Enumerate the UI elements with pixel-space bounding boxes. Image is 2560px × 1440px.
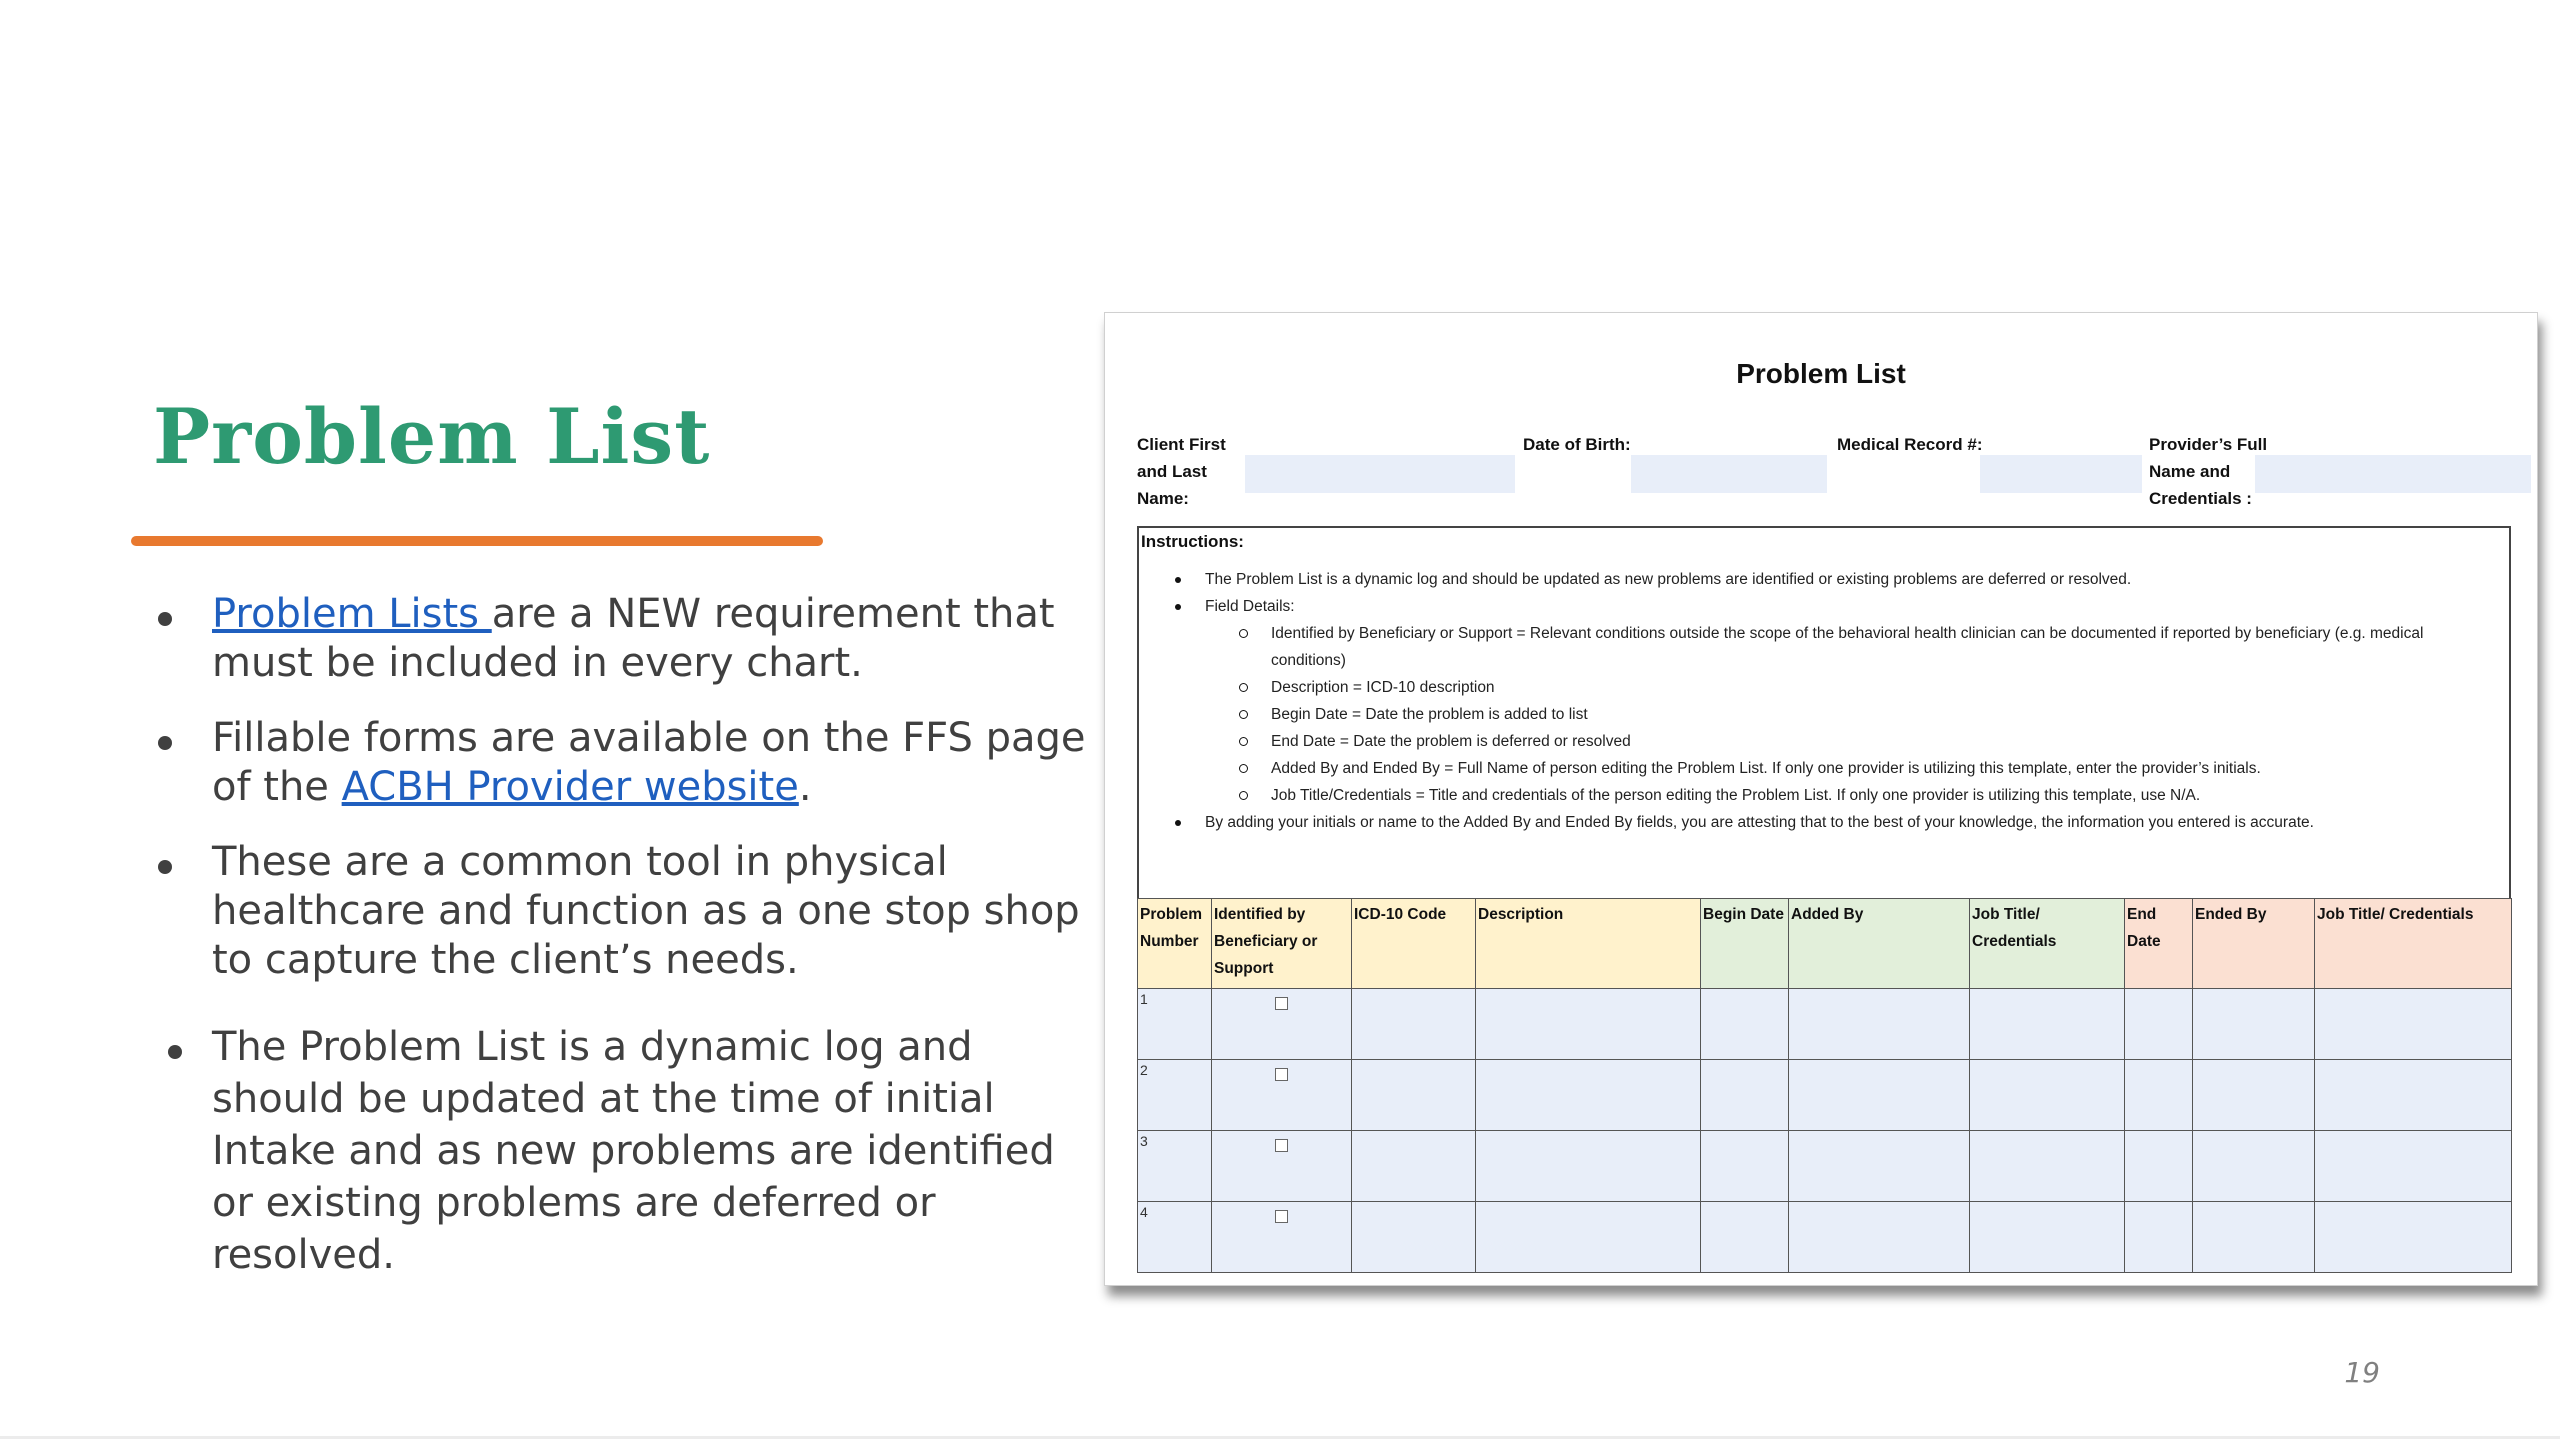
bullet-dot bbox=[168, 1045, 182, 1059]
end-date-cell[interactable] bbox=[2125, 1202, 2193, 1273]
bullet-item bbox=[148, 838, 1093, 985]
instruction-subitem: End Date = Date the problem is deferred or resolved bbox=[1139, 728, 2509, 755]
col-header-ended-by: Ended By bbox=[2193, 899, 2315, 989]
icd10-cell[interactable] bbox=[1352, 1131, 1476, 1202]
job-title-ended-cell[interactable] bbox=[2315, 1131, 2512, 1202]
provider-label: Provider’s Full Name and Credentials : bbox=[2149, 435, 2268, 508]
col-header-job-title: Job Title/ Credentials bbox=[1970, 899, 2125, 989]
instruction-subitem: Added By and Ended By = Full Name of person editing the Problem List. If only one provider is utilizing this template, enter the provider’s initials. bbox=[1139, 755, 2509, 782]
begin-date-cell[interactable] bbox=[1701, 1202, 1789, 1273]
job-title-ended-cell[interactable] bbox=[2315, 1060, 2512, 1131]
dob-label: Date of Birth: bbox=[1523, 435, 1631, 454]
identified-cell bbox=[1212, 1060, 1352, 1131]
bullet-text: The Problem List is a dynamic log and should be updated at the time of initial Intake and as new problems are identified or existing problems are deferred or resolved. bbox=[212, 1024, 1055, 1278]
problem-list-table bbox=[1137, 898, 2512, 1273]
col-header-description: Description bbox=[1476, 899, 1701, 989]
identified-cell bbox=[1212, 1202, 1352, 1273]
problem-number: 2 bbox=[1138, 1060, 1212, 1131]
instruction-subitem: Begin Date = Date the problem is added to list bbox=[1139, 701, 2509, 728]
identified-checkbox[interactable] bbox=[1275, 997, 1288, 1010]
problem-number: 3 bbox=[1138, 1131, 1212, 1202]
bullet-text: Fillable forms are available on the FFS page of the bbox=[212, 715, 1086, 810]
added-by-cell[interactable] bbox=[1789, 989, 1970, 1060]
end-date-cell[interactable] bbox=[2125, 1060, 2193, 1131]
bullet-text: These are a common tool in physical healthcare and function as a one stop shop to capture the client’s needs. bbox=[212, 839, 1080, 983]
problem-lists-link[interactable]: Problem Lists bbox=[212, 591, 492, 637]
begin-date-cell[interactable] bbox=[1701, 1060, 1789, 1131]
icd10-cell[interactable] bbox=[1352, 989, 1476, 1060]
bullet-item bbox=[148, 1021, 1093, 1281]
table-row bbox=[1138, 1131, 2512, 1202]
dob-field[interactable] bbox=[1631, 455, 1827, 493]
instruction-subitem: Job Title/Credentials = Title and credentials of the person editing the Problem List. If only one provider is utilizing this template, use N/A. bbox=[1139, 782, 2509, 809]
job-title-ended-cell[interactable] bbox=[2315, 989, 2512, 1060]
instruction-item: Field Details: bbox=[1139, 593, 2509, 620]
instructions-list bbox=[1139, 566, 2509, 836]
ended-by-cell[interactable] bbox=[2193, 1060, 2315, 1131]
description-cell[interactable] bbox=[1476, 1060, 1701, 1131]
ended-by-cell[interactable] bbox=[2193, 1131, 2315, 1202]
description-cell[interactable] bbox=[1476, 1202, 1701, 1273]
col-header-job-title-ended: Job Title/ Credentials bbox=[2315, 899, 2512, 989]
job-title-cell[interactable] bbox=[1970, 1131, 2125, 1202]
provider-field[interactable] bbox=[2255, 455, 2531, 493]
col-header-begin-date: Begin Date bbox=[1701, 899, 1789, 989]
begin-date-cell[interactable] bbox=[1701, 989, 1789, 1060]
instruction-item: The Problem List is a dynamic log and should be updated as new problems are identified or existing problems are deferred or resolved. bbox=[1139, 566, 2509, 593]
title-underline bbox=[131, 536, 823, 546]
bullet-list bbox=[148, 590, 1093, 1307]
table-row bbox=[1138, 989, 2512, 1060]
client-name-label: Client First and Last Name: bbox=[1137, 435, 1226, 508]
added-by-cell[interactable] bbox=[1789, 1131, 1970, 1202]
page-number: 19 bbox=[2344, 1356, 2380, 1389]
begin-date-cell[interactable] bbox=[1701, 1131, 1789, 1202]
icd10-cell[interactable] bbox=[1352, 1202, 1476, 1273]
job-title-ended-cell[interactable] bbox=[2315, 1202, 2512, 1273]
bullet-dot bbox=[158, 736, 172, 750]
mrn-field[interactable] bbox=[1980, 455, 2142, 493]
identified-checkbox[interactable] bbox=[1275, 1068, 1288, 1081]
col-header-added-by: Added By bbox=[1789, 899, 1970, 989]
bullet-dot bbox=[158, 612, 172, 626]
problem-number: 1 bbox=[1138, 989, 1212, 1060]
bullet-dot bbox=[158, 860, 172, 874]
job-title-cell[interactable] bbox=[1970, 1202, 2125, 1273]
description-cell[interactable] bbox=[1476, 989, 1701, 1060]
col-header-icd10-code: ICD-10 Code bbox=[1352, 899, 1476, 989]
added-by-cell[interactable] bbox=[1789, 1060, 1970, 1131]
end-date-cell[interactable] bbox=[2125, 1131, 2193, 1202]
client-name-field[interactable] bbox=[1245, 455, 1515, 493]
ended-by-cell[interactable] bbox=[2193, 989, 2315, 1060]
job-title-cell[interactable] bbox=[1970, 1060, 2125, 1131]
identified-checkbox[interactable] bbox=[1275, 1139, 1288, 1152]
end-date-cell[interactable] bbox=[2125, 989, 2193, 1060]
col-header-identified-by: Identified by Beneficiary or Support bbox=[1212, 899, 1352, 989]
identified-cell bbox=[1212, 1131, 1352, 1202]
bullet-item bbox=[148, 590, 1093, 688]
slide-title: Problem List bbox=[153, 392, 711, 481]
table-row bbox=[1138, 1060, 2512, 1131]
problem-list-form-image bbox=[1104, 312, 2538, 1286]
col-header-end-date: End Date bbox=[2125, 899, 2193, 989]
added-by-cell[interactable] bbox=[1789, 1202, 1970, 1273]
icd10-cell[interactable] bbox=[1352, 1060, 1476, 1131]
footer-divider bbox=[0, 1436, 2560, 1439]
ended-by-cell[interactable] bbox=[2193, 1202, 2315, 1273]
problem-number: 4 bbox=[1138, 1202, 1212, 1273]
instruction-item: By adding your initials or name to the Added By and Ended By fields, you are attesting that to the best of your knowledge, the information you entered is accurate. bbox=[1139, 809, 2509, 836]
form-title: Problem List bbox=[1736, 358, 1906, 389]
acbh-provider-website-link[interactable]: ACBH Provider website bbox=[341, 764, 799, 810]
description-cell[interactable] bbox=[1476, 1131, 1701, 1202]
identified-cell bbox=[1212, 989, 1352, 1060]
instructions-title: Instructions: bbox=[1141, 532, 1244, 551]
col-header-problem-number: Problem Number bbox=[1138, 899, 1212, 989]
table-row bbox=[1138, 1202, 2512, 1273]
bullet-item bbox=[148, 714, 1093, 812]
job-title-cell[interactable] bbox=[1970, 989, 2125, 1060]
instruction-subitem: Description = ICD-10 description bbox=[1139, 674, 2509, 701]
bullet-text: are a NEW requirement that must be included in every chart. bbox=[212, 591, 1055, 686]
bullet-text-suffix: . bbox=[798, 764, 812, 810]
instruction-subitem: Identified by Beneficiary or Support = Relevant conditions outside the scope of the behavioral health clinician can be documented if reported by beneficiary (e.g. medical conditions) bbox=[1139, 620, 2509, 674]
mrn-label: Medical Record #: bbox=[1837, 435, 1983, 454]
identified-checkbox[interactable] bbox=[1275, 1210, 1288, 1223]
